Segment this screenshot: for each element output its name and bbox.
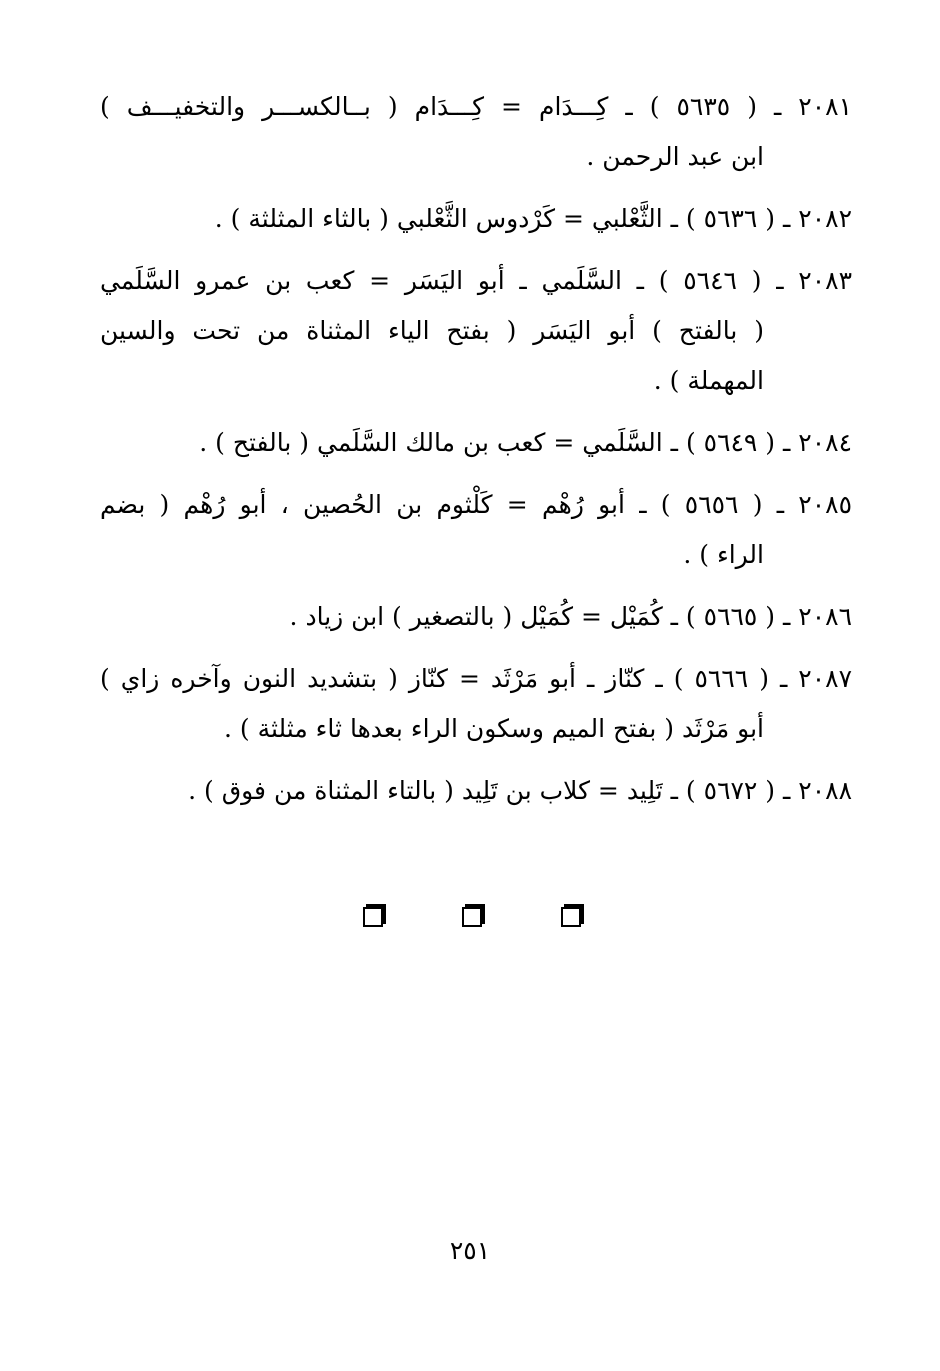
entry-line: ٢٠٨٢ ـ ( ٥٦٣٦ ) ـ الثَّعْلبي = كَرْدوس الثَّعْلبي ( بالثاء المثلثة ) . xyxy=(214,204,852,233)
entry-2086 xyxy=(100,592,852,642)
entry-line: أبو مَرْثَد ( بفتح الميم وسكون الراء بعدها ثاء مثلثة ) . xyxy=(223,714,764,743)
entry-line: المهملة ) . xyxy=(653,366,764,395)
ornament-square-icon xyxy=(462,907,482,927)
entry-2087 xyxy=(100,654,852,754)
entry-line: ابن عبد الرحمن . xyxy=(586,142,764,171)
entry-line: ٢٠٨٤ ـ ( ٥٦٤٩ ) ـ السَّلَمي = كعب بن مالك السَّلَمي ( بالفتح ) . xyxy=(199,428,852,457)
entry-2088 xyxy=(100,766,852,816)
entry-2083 xyxy=(100,256,852,406)
entry-2082 xyxy=(100,194,852,244)
entry-2084 xyxy=(100,418,852,468)
entry-line: ٢٠٨٣ ـ ( ٥٦٤٦ ) ـ السَّلَمي ـ أبو اليَسَر = كعب بن عمرو السَّلَمي xyxy=(100,266,853,295)
entry-2085 xyxy=(100,480,852,580)
entry-line: الراء ) . xyxy=(683,540,764,569)
ornament-square-icon xyxy=(363,907,383,927)
entry-2081 xyxy=(100,82,852,182)
ornament-square-icon xyxy=(561,907,581,927)
entry-line: ( بالفتح ) أبو اليَسَر ( بفتح الياء المثناة من تحت والسين xyxy=(100,316,764,345)
page-body xyxy=(100,82,852,828)
entry-line: ٢٠٨٧ ـ ( ٥٦٦٦ ) ـ كنّاز ـ أبو مَرْثَد = كنّاز ( بتشديد النون وآخره زاي ) xyxy=(100,664,853,693)
section-end-ornaments xyxy=(0,907,940,927)
entry-line: ٢٠٨٨ ـ ( ٥٦٧٢ ) ـ تَلِيد = كلاب بن تَلِيد ( بالتاء المثناة من فوق ) . xyxy=(188,776,852,805)
entry-line: ٢٠٨٦ ـ ( ٥٦٦٥ ) ـ كُمَيْل = كُمَيْل ( بالتصغير ) ابن زياد . xyxy=(289,602,852,631)
entry-line: ٢٠٨٥ ـ ( ٥٦٥٦ ) ـ أبو رُهْم = كَلْثوم بن الحُصين ، أبو رُهْم ( بضم xyxy=(100,490,853,519)
page-number: ٢٥١ xyxy=(449,1236,491,1265)
entry-line: ٢٠٨١ ـ ( ٥٦٣٥ ) ـ كِـــدَام = كِـــدَام ( بــالكســـر والتخفيـــف ) xyxy=(100,92,852,121)
